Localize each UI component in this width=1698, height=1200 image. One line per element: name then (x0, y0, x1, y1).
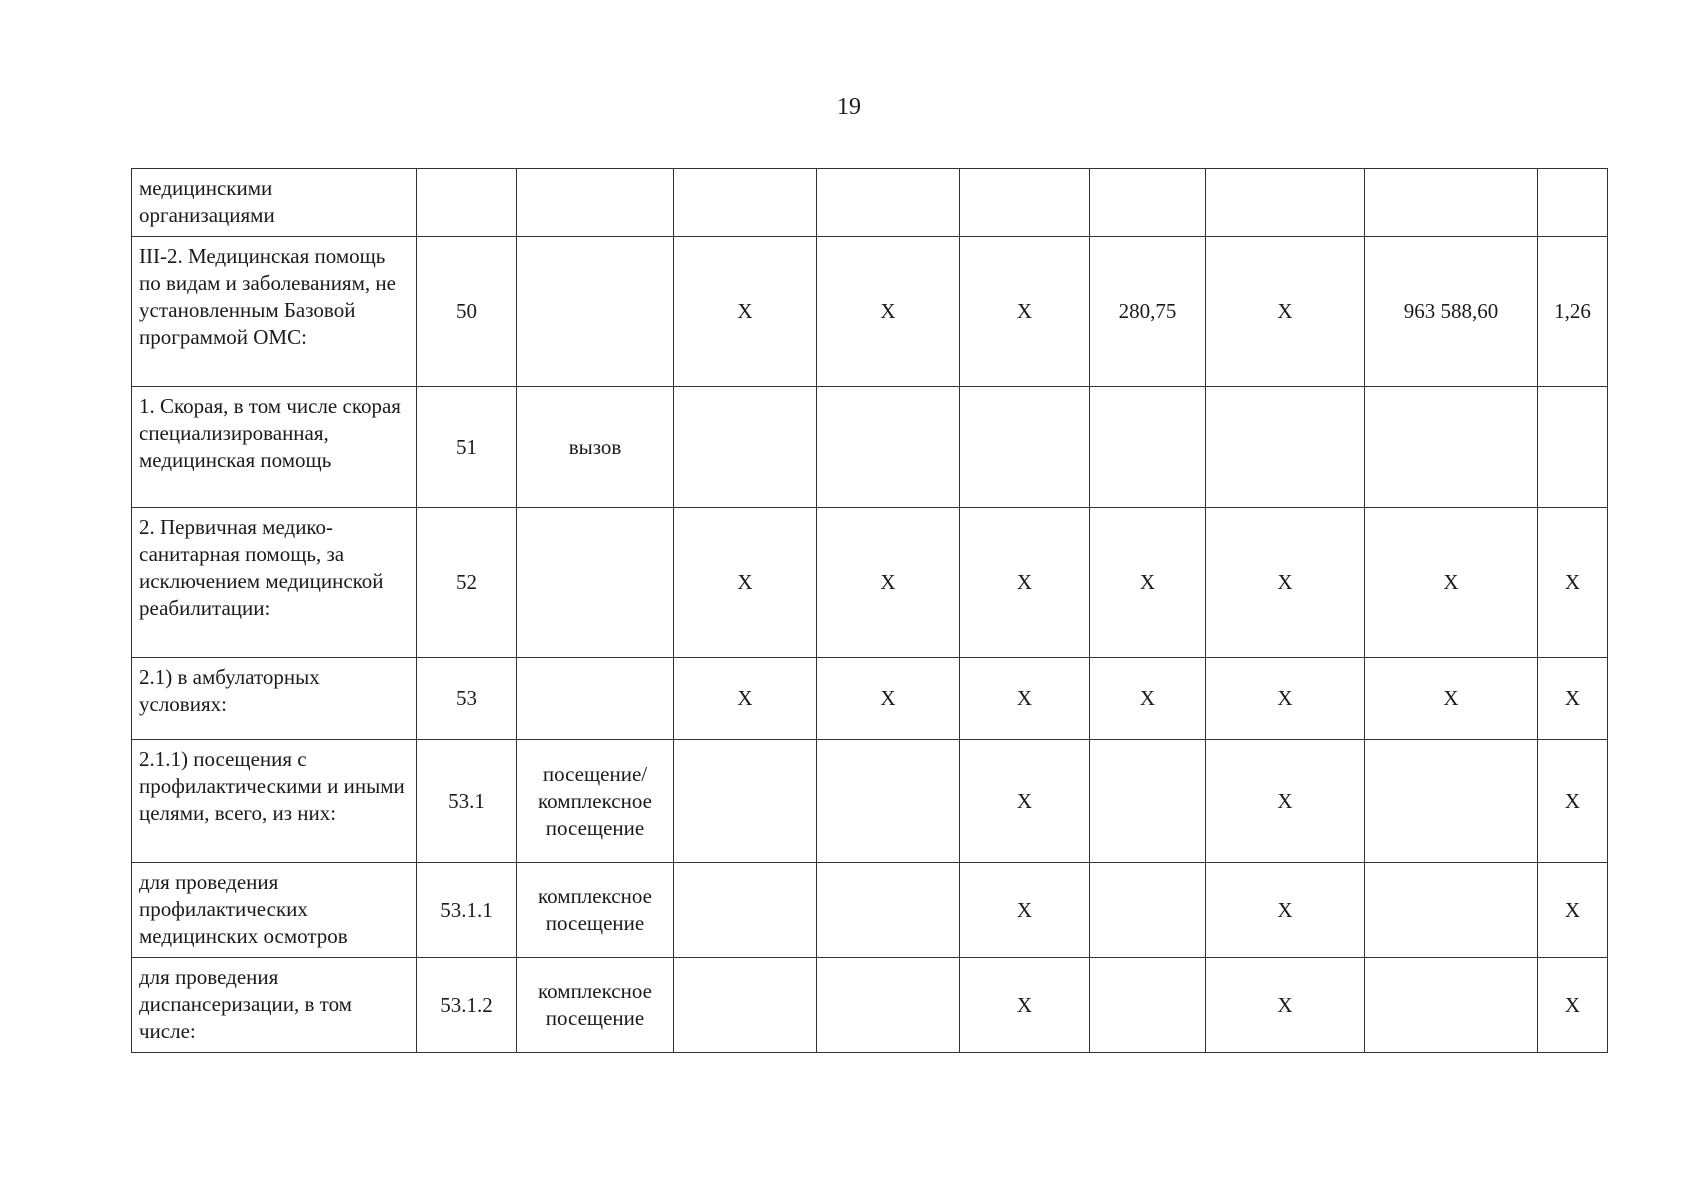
row-value-cell: Х (960, 863, 1090, 958)
row-unit-cell (517, 508, 674, 658)
row-value-cell: Х (1206, 958, 1365, 1053)
table-row (132, 387, 1608, 508)
row-value-cell (1365, 387, 1538, 508)
row-value-cell: Х (817, 658, 960, 740)
row-value-cell (1538, 387, 1608, 508)
row-value-cell (674, 863, 817, 958)
row-code-cell: 50 (417, 237, 517, 387)
page-number: 19 (837, 94, 861, 120)
row-value-cell (674, 169, 817, 237)
table-row (132, 169, 1608, 237)
row-value-cell (1206, 169, 1365, 237)
row-value-cell: Х (1538, 658, 1608, 740)
row-value-cell: Х (1538, 863, 1608, 958)
row-value-cell (674, 387, 817, 508)
row-value-cell: Х (1090, 658, 1206, 740)
row-value-cell: Х (960, 508, 1090, 658)
row-value-cell (674, 958, 817, 1053)
row-unit-cell (517, 237, 674, 387)
row-value-cell: Х (674, 658, 817, 740)
row-value-cell: Х (960, 658, 1090, 740)
row-name-cell: медицинскими организациями (132, 169, 417, 237)
row-value-cell: Х (960, 740, 1090, 863)
row-name-cell: 2.1.1) посещения с профилактическими и иными целями, всего, из них: (132, 740, 417, 863)
row-code-cell: 53.1.2 (417, 958, 517, 1053)
row-value-cell: 1,26 (1538, 237, 1608, 387)
row-name-cell: 1. Скорая, в том числе скорая специализированная, медицинская помощь (132, 387, 417, 508)
row-value-cell: Х (1538, 740, 1608, 863)
row-value-cell (1365, 740, 1538, 863)
row-value-cell (1090, 740, 1206, 863)
row-value-cell (817, 863, 960, 958)
row-value-cell: Х (1206, 508, 1365, 658)
row-value-cell (817, 740, 960, 863)
row-name-cell: 2.1) в амбулаторных условиях: (132, 658, 417, 740)
row-value-cell (960, 387, 1090, 508)
row-name-cell: 2. Первичная медико-санитарная помощь, за исключением медицинской реабилитации: (132, 508, 417, 658)
row-value-cell: Х (1206, 237, 1365, 387)
row-name-cell: для проведения профилактических медицинских осмотров (132, 863, 417, 958)
row-value-cell (1090, 863, 1206, 958)
row-unit-cell: комплексное посещение (517, 958, 674, 1053)
row-code-cell (417, 169, 517, 237)
row-value-cell: Х (960, 958, 1090, 1053)
row-name-cell: III-2. Медицинская помощь по видам и заболеваниям, не установленным Базовой программой ОМС: (132, 237, 417, 387)
row-value-cell: Х (674, 237, 817, 387)
row-code-cell: 53.1.1 (417, 863, 517, 958)
row-value-cell: 963 588,60 (1365, 237, 1538, 387)
row-value-cell (817, 958, 960, 1053)
row-value-cell: Х (1365, 658, 1538, 740)
row-value-cell: Х (1206, 658, 1365, 740)
row-value-cell (960, 169, 1090, 237)
table-row (132, 863, 1608, 958)
row-value-cell (817, 387, 960, 508)
table-row (132, 658, 1608, 740)
row-unit-cell: комплексное посещение (517, 863, 674, 958)
row-value-cell (1090, 958, 1206, 1053)
row-code-cell: 51 (417, 387, 517, 508)
row-value-cell: Х (817, 237, 960, 387)
row-code-cell: 53 (417, 658, 517, 740)
row-value-cell (1365, 169, 1538, 237)
table-row (132, 237, 1608, 387)
row-value-cell: Х (960, 237, 1090, 387)
row-value-cell: Х (1206, 740, 1365, 863)
row-value-cell (1090, 169, 1206, 237)
row-value-cell (1206, 387, 1365, 508)
row-value-cell (1365, 863, 1538, 958)
row-unit-cell: вызов (517, 387, 674, 508)
row-value-cell: Х (674, 508, 817, 658)
row-value-cell: Х (1206, 863, 1365, 958)
row-unit-cell (517, 169, 674, 237)
data-table (131, 168, 1608, 1053)
row-value-cell: Х (1090, 508, 1206, 658)
row-value-cell (1365, 958, 1538, 1053)
row-value-cell: 280,75 (1090, 237, 1206, 387)
row-value-cell (1538, 169, 1608, 237)
table-row (132, 958, 1608, 1053)
row-value-cell: Х (1365, 508, 1538, 658)
table-row (132, 740, 1608, 863)
row-unit-cell (517, 658, 674, 740)
row-value-cell (817, 169, 960, 237)
row-code-cell: 53.1 (417, 740, 517, 863)
table-row (132, 508, 1608, 658)
table-body (132, 169, 1608, 1053)
row-code-cell: 52 (417, 508, 517, 658)
row-value-cell: Х (1538, 508, 1608, 658)
row-name-cell: для проведения диспансеризации, в том числе: (132, 958, 417, 1053)
row-value-cell (1090, 387, 1206, 508)
row-value-cell: Х (817, 508, 960, 658)
row-value-cell (674, 740, 817, 863)
row-value-cell: Х (1538, 958, 1608, 1053)
row-unit-cell: посещение/ комплексное посещение (517, 740, 674, 863)
